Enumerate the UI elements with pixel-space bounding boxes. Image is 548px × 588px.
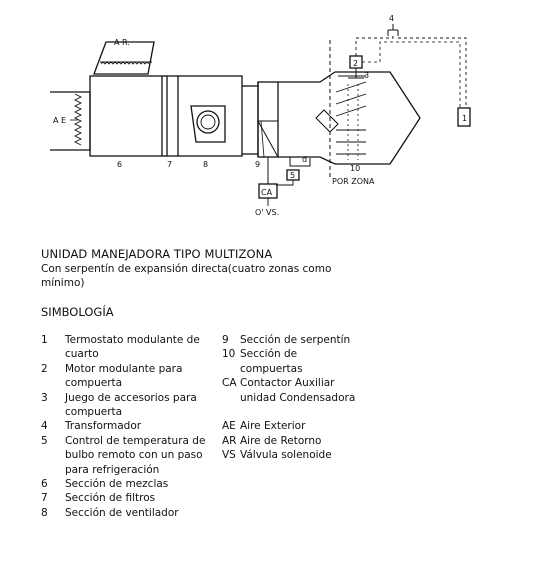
label-ca: CA <box>261 188 273 197</box>
legend-text: Sección de serpentín <box>240 334 351 346</box>
label-5: 5 <box>290 171 296 180</box>
legend-key: 6 <box>41 478 48 491</box>
legend-text: Transformador <box>65 420 142 433</box>
legend-item <box>222 376 362 405</box>
damper-section <box>278 72 420 164</box>
label-d: d <box>302 155 308 164</box>
legend-key: 4 <box>41 420 48 433</box>
legend-text: Motor modulante para compuerta <box>65 362 183 390</box>
legend-item <box>222 434 362 448</box>
legend-key: 7 <box>41 492 48 505</box>
mixing-filter-fan-cabinet <box>90 76 242 156</box>
legend-item <box>41 506 226 520</box>
multizone-unit-diagram <box>0 0 548 240</box>
legend-key: AE <box>222 420 236 433</box>
legend-item <box>222 333 362 347</box>
legend-key: VS <box>222 449 236 462</box>
label-8: 8 <box>203 160 209 169</box>
legend-item <box>222 419 362 433</box>
fan-wheel <box>197 111 219 133</box>
label-4: 4 <box>389 14 395 23</box>
legend-key: 2 <box>41 362 48 375</box>
legend-item <box>222 448 362 462</box>
legend-key: CA <box>222 377 237 390</box>
label-9: 9 <box>255 160 261 169</box>
legend-text: Sección de compuertas <box>240 348 303 375</box>
legend-text: Sección de filtros <box>65 492 156 505</box>
legend-text: Sección de mezclas <box>65 478 169 491</box>
label-ar: A R. <box>114 38 130 47</box>
legend-key: 10 <box>222 348 236 361</box>
legend-item <box>41 362 226 391</box>
label-3: 3 <box>364 71 370 80</box>
legend-item <box>41 391 226 420</box>
legend-key: 8 <box>41 506 48 519</box>
legend-key: 5 <box>41 434 48 447</box>
legend-text: Juego de accesorios para compuerta <box>65 391 197 419</box>
legend-text: Sección de ventilador <box>65 506 179 519</box>
coil-section <box>258 82 278 157</box>
label-por-zona: POR ZONA <box>332 177 375 186</box>
legend-text: Contactor Auxiliar unidad Condensadora <box>240 377 356 404</box>
legend-heading: SIMBOLOGÍA <box>41 305 114 319</box>
transformer-4 <box>388 24 398 36</box>
label-6: 6 <box>117 160 123 169</box>
legend-text: Aire de Retorno <box>240 434 322 447</box>
diagram-title: UNIDAD MANEJADORA TIPO MULTIZONA <box>41 247 273 261</box>
legend-text: Control de temperatura de bulbo remoto con un paso para refrigeración <box>65 434 206 476</box>
label-2: 2 <box>353 59 359 68</box>
legend-item <box>41 477 226 491</box>
legend-key: 9 <box>222 334 229 346</box>
legend-text: Termostato modulante de cuarto <box>65 334 200 361</box>
label-ae: A E <box>53 116 67 125</box>
legend-text: Aire Exterior <box>240 420 306 433</box>
diagram-subtitle: Con serpentín de expansión directa(cuatro zonas como mínimo) <box>41 263 332 289</box>
legend-text: Válvula solenoide <box>240 449 332 462</box>
label-7: 7 <box>167 160 173 169</box>
legend-key: AR <box>222 434 237 447</box>
legend-item <box>41 491 226 505</box>
legend-item <box>41 434 226 477</box>
label-10: 10 <box>350 164 361 173</box>
label-1: 1 <box>462 114 468 123</box>
legend-left-column <box>41 333 226 520</box>
legend-item <box>222 347 362 376</box>
legend-item <box>41 419 226 433</box>
label-ovs: O' VS. <box>255 208 280 217</box>
legend-right-column <box>222 333 362 463</box>
legend-item <box>41 333 226 362</box>
legend-key: 1 <box>41 334 48 346</box>
legend-key: 3 <box>41 391 48 404</box>
